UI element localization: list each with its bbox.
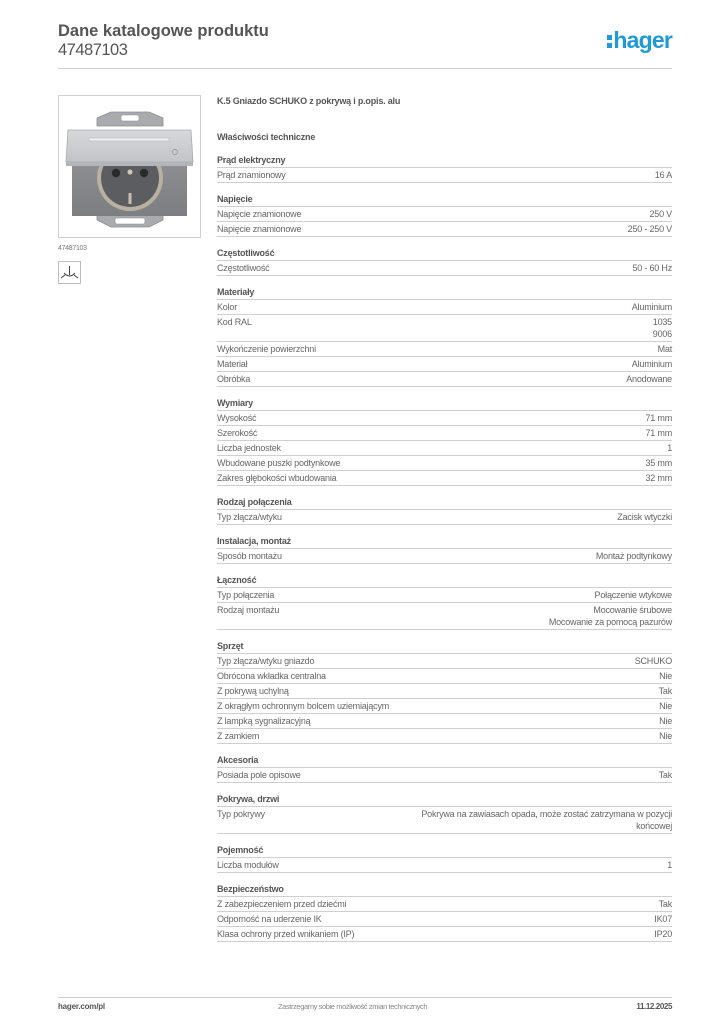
spec-label: Posiada pole opisowe	[217, 770, 301, 780]
spec-row	[217, 315, 672, 342]
spec-row	[217, 300, 672, 315]
spec-value	[645, 412, 672, 424]
page-header	[58, 20, 672, 69]
document-title: Dane katalogowe produktu	[58, 22, 269, 40]
spec-value-line: 50 - 60 Hz	[632, 263, 672, 273]
spec-value	[595, 589, 672, 601]
spec-value-line: Tak	[658, 899, 672, 909]
spec-value-line: 35 mm	[645, 458, 672, 468]
spec-label: Rodzaj montażu	[217, 605, 280, 615]
product-number: 47487103	[58, 41, 128, 59]
spec-value	[659, 670, 672, 682]
spec-row	[217, 441, 672, 456]
section-title: Materiały	[217, 286, 672, 300]
spec-value-line: 1	[667, 860, 672, 870]
spec-row	[217, 372, 672, 387]
logo-colon-icon	[607, 33, 612, 49]
spec-value	[617, 511, 672, 523]
spec-label: Wysokość	[217, 413, 257, 423]
spec-label: Wbudowane puszki podtynkowe	[217, 458, 341, 468]
spec-value-line: 250 - 250 V	[627, 224, 672, 234]
spec-row	[217, 684, 672, 699]
spec-row	[217, 669, 672, 684]
footer-date: 11.12.2025	[636, 1002, 672, 1011]
spec-value	[659, 715, 672, 727]
spec-value	[667, 442, 672, 454]
spec-row	[217, 549, 672, 564]
page-footer	[58, 997, 672, 1024]
spec-value	[659, 769, 672, 781]
spec-row	[217, 357, 672, 372]
spec-value-line: Tak	[658, 686, 672, 696]
section-title: Łączność	[217, 574, 672, 588]
footer-website-link[interactable]: hager.com/pl	[58, 1002, 105, 1011]
logo-text: hager	[613, 27, 672, 53]
spec-value	[649, 208, 672, 220]
spec-label: Odporność na uderzenie IK	[217, 914, 322, 924]
spec-label: Wykończenie powierzchni	[217, 344, 316, 354]
section-title: Wymiary	[217, 397, 672, 411]
spec-label: Obróbka	[217, 374, 251, 384]
socket-outlet-symbol-icon	[58, 261, 81, 284]
spec-label: Zakres głębokości wbudowania	[217, 473, 337, 483]
spec-value	[632, 262, 672, 274]
spec-value-line: Montaż podtynkowy	[595, 551, 672, 561]
spec-value-line: Nie	[659, 671, 672, 681]
spec-value	[659, 730, 672, 742]
spec-section	[217, 154, 672, 183]
spec-label: Z zabezpieczeniem przed dziećmi	[217, 899, 347, 909]
spec-value	[658, 343, 672, 355]
footer-disclaimer: Zastrzegamy sobie możliwość zmian technicznych	[278, 1002, 428, 1011]
spec-label: Liczba modułów	[217, 860, 279, 870]
product-image	[58, 95, 201, 238]
spec-row	[217, 426, 672, 441]
spec-value-line: Nie	[659, 716, 672, 726]
spec-value-line: Anodowane	[626, 374, 672, 384]
spec-row	[217, 927, 672, 942]
spec-value	[596, 550, 672, 562]
spec-value-line: Nie	[659, 731, 672, 741]
spec-value	[655, 169, 672, 181]
spec-row	[217, 654, 672, 669]
spec-row	[217, 603, 672, 630]
spec-value	[654, 928, 672, 940]
spec-section	[217, 754, 672, 783]
spec-section	[217, 247, 672, 276]
spec-value	[632, 358, 672, 370]
section-title: Instalacja, montaż	[217, 535, 672, 549]
spec-label: Z lampką sygnalizacyjną	[217, 716, 311, 726]
spec-label: Kolor	[217, 302, 238, 312]
spec-value	[659, 685, 672, 697]
spec-value-line: SCHUKO	[634, 656, 672, 666]
spec-value-line: Mocowanie śrubowe	[593, 605, 672, 615]
spec-label: Częstotliwość	[217, 263, 270, 273]
spec-label: Z pokrywą uchylną	[217, 686, 289, 696]
spec-value-line: 32 mm	[645, 473, 672, 483]
product-media-column	[58, 95, 201, 284]
spec-label: Sposób montażu	[217, 551, 282, 561]
spec-label: Materiał	[217, 359, 248, 369]
spec-value-line: Aluminium	[631, 302, 672, 312]
properties-sections	[217, 154, 672, 942]
spec-value-line: IK07	[654, 914, 672, 924]
socket-product-illustration-icon	[59, 96, 200, 237]
spec-row	[217, 912, 672, 927]
spec-row	[217, 261, 672, 276]
spec-value-line: 71 mm	[645, 428, 672, 438]
spec-row	[217, 699, 672, 714]
spec-section	[217, 574, 672, 630]
spec-label: Z zamkiem	[217, 731, 260, 741]
spec-section	[217, 535, 672, 564]
socket-symbol-glyph-icon	[59, 262, 80, 283]
spec-row	[217, 471, 672, 486]
spec-value-line: 1035	[652, 317, 672, 327]
section-title: Bezpieczeństwo	[217, 883, 672, 897]
spec-value-line: 9006	[652, 329, 672, 339]
spec-value-line: 71 mm	[645, 413, 672, 423]
spec-value-line: Mocowanie za pomocą pazurów	[548, 617, 672, 627]
spec-value	[645, 427, 672, 439]
spec-value-line: Połączenie wtykowe	[594, 590, 672, 600]
spec-value	[667, 859, 672, 871]
section-title: Prąd elektryczny	[217, 154, 672, 168]
spec-value-line: 16 A	[654, 170, 672, 180]
spec-value	[632, 301, 672, 313]
spec-section	[217, 883, 672, 942]
spec-label: Napięcie znamionowe	[217, 224, 302, 234]
section-title: Sprzęt	[217, 640, 672, 654]
spec-label: Typ złącza/wtyku gniazdo	[217, 656, 315, 666]
spec-value	[392, 808, 672, 832]
spec-row	[217, 222, 672, 237]
spec-value-line: Tak	[658, 770, 672, 780]
spec-row	[217, 411, 672, 426]
section-title: Pojemność	[217, 844, 672, 858]
spec-row	[217, 897, 672, 912]
spec-row	[217, 456, 672, 471]
spec-label: Kod RAL	[217, 317, 252, 327]
spec-row	[217, 168, 672, 183]
product-code-label: 47487103	[58, 245, 87, 252]
spec-value-line: 250 V	[649, 209, 672, 219]
spec-row	[217, 510, 672, 525]
spec-value-line: Aluminium	[631, 359, 672, 369]
spec-value	[654, 913, 672, 925]
technical-data-column	[217, 94, 672, 942]
spec-value-line: Mat	[657, 344, 672, 354]
spec-label: Klasa ochrony przed wnikaniem (IP)	[217, 929, 355, 939]
spec-row	[217, 768, 672, 783]
spec-value-line: Zacisk wtyczki	[617, 512, 672, 522]
section-title: Rodzaj połączenia	[217, 496, 672, 510]
section-title: Akcesoria	[217, 754, 672, 768]
spec-value	[659, 700, 672, 712]
spec-value	[645, 457, 672, 469]
spec-section	[217, 793, 672, 834]
section-title: Pokrywa, drzwi	[217, 793, 672, 807]
spec-label: Z okrągłym ochronnym bolcem uziemiającym	[217, 701, 390, 711]
spec-row	[217, 342, 672, 357]
spec-label: Napięcie znamionowe	[217, 209, 302, 219]
spec-row	[217, 858, 672, 873]
spec-value	[628, 223, 672, 235]
spec-label: Typ pokrywy	[217, 809, 265, 819]
spec-value	[645, 472, 672, 484]
spec-section	[217, 193, 672, 237]
product-name: K.5 Gniazdo SCHUKO z pokrywą i p.opis. alu	[217, 96, 401, 106]
spec-section	[217, 286, 672, 387]
spec-value	[626, 373, 672, 385]
spec-label: Prąd znamionowy	[217, 170, 286, 180]
spec-section	[217, 496, 672, 525]
spec-value-line: IP20	[654, 929, 672, 939]
spec-row	[217, 729, 672, 744]
spec-row	[217, 807, 672, 834]
spec-label: Szerokość	[217, 428, 258, 438]
spec-value-line: 1	[667, 443, 672, 453]
spec-value	[653, 316, 672, 340]
hager-logo	[607, 26, 672, 54]
spec-row	[217, 207, 672, 222]
spec-value	[659, 898, 672, 910]
spec-row	[217, 588, 672, 603]
section-title: Napięcie	[217, 193, 672, 207]
technical-properties-heading: Właściwości techniczne	[217, 132, 316, 142]
spec-value	[635, 655, 672, 667]
section-title: Częstotliwość	[217, 247, 672, 261]
spec-value-line: Pokrywa na zawiasach opada, może zostać zatrzymana w pozycji końcowej	[421, 809, 672, 831]
spec-label: Typ złącza/wtyku	[217, 512, 282, 522]
spec-row	[217, 714, 672, 729]
spec-label: Typ połączenia	[217, 590, 275, 600]
spec-section	[217, 397, 672, 486]
spec-label: Obrócona wkładka centralna	[217, 671, 326, 681]
spec-value	[549, 604, 672, 628]
spec-section	[217, 640, 672, 744]
spec-section	[217, 844, 672, 873]
spec-value-line: Nie	[659, 701, 672, 711]
spec-label: Liczba jednostek	[217, 443, 281, 453]
